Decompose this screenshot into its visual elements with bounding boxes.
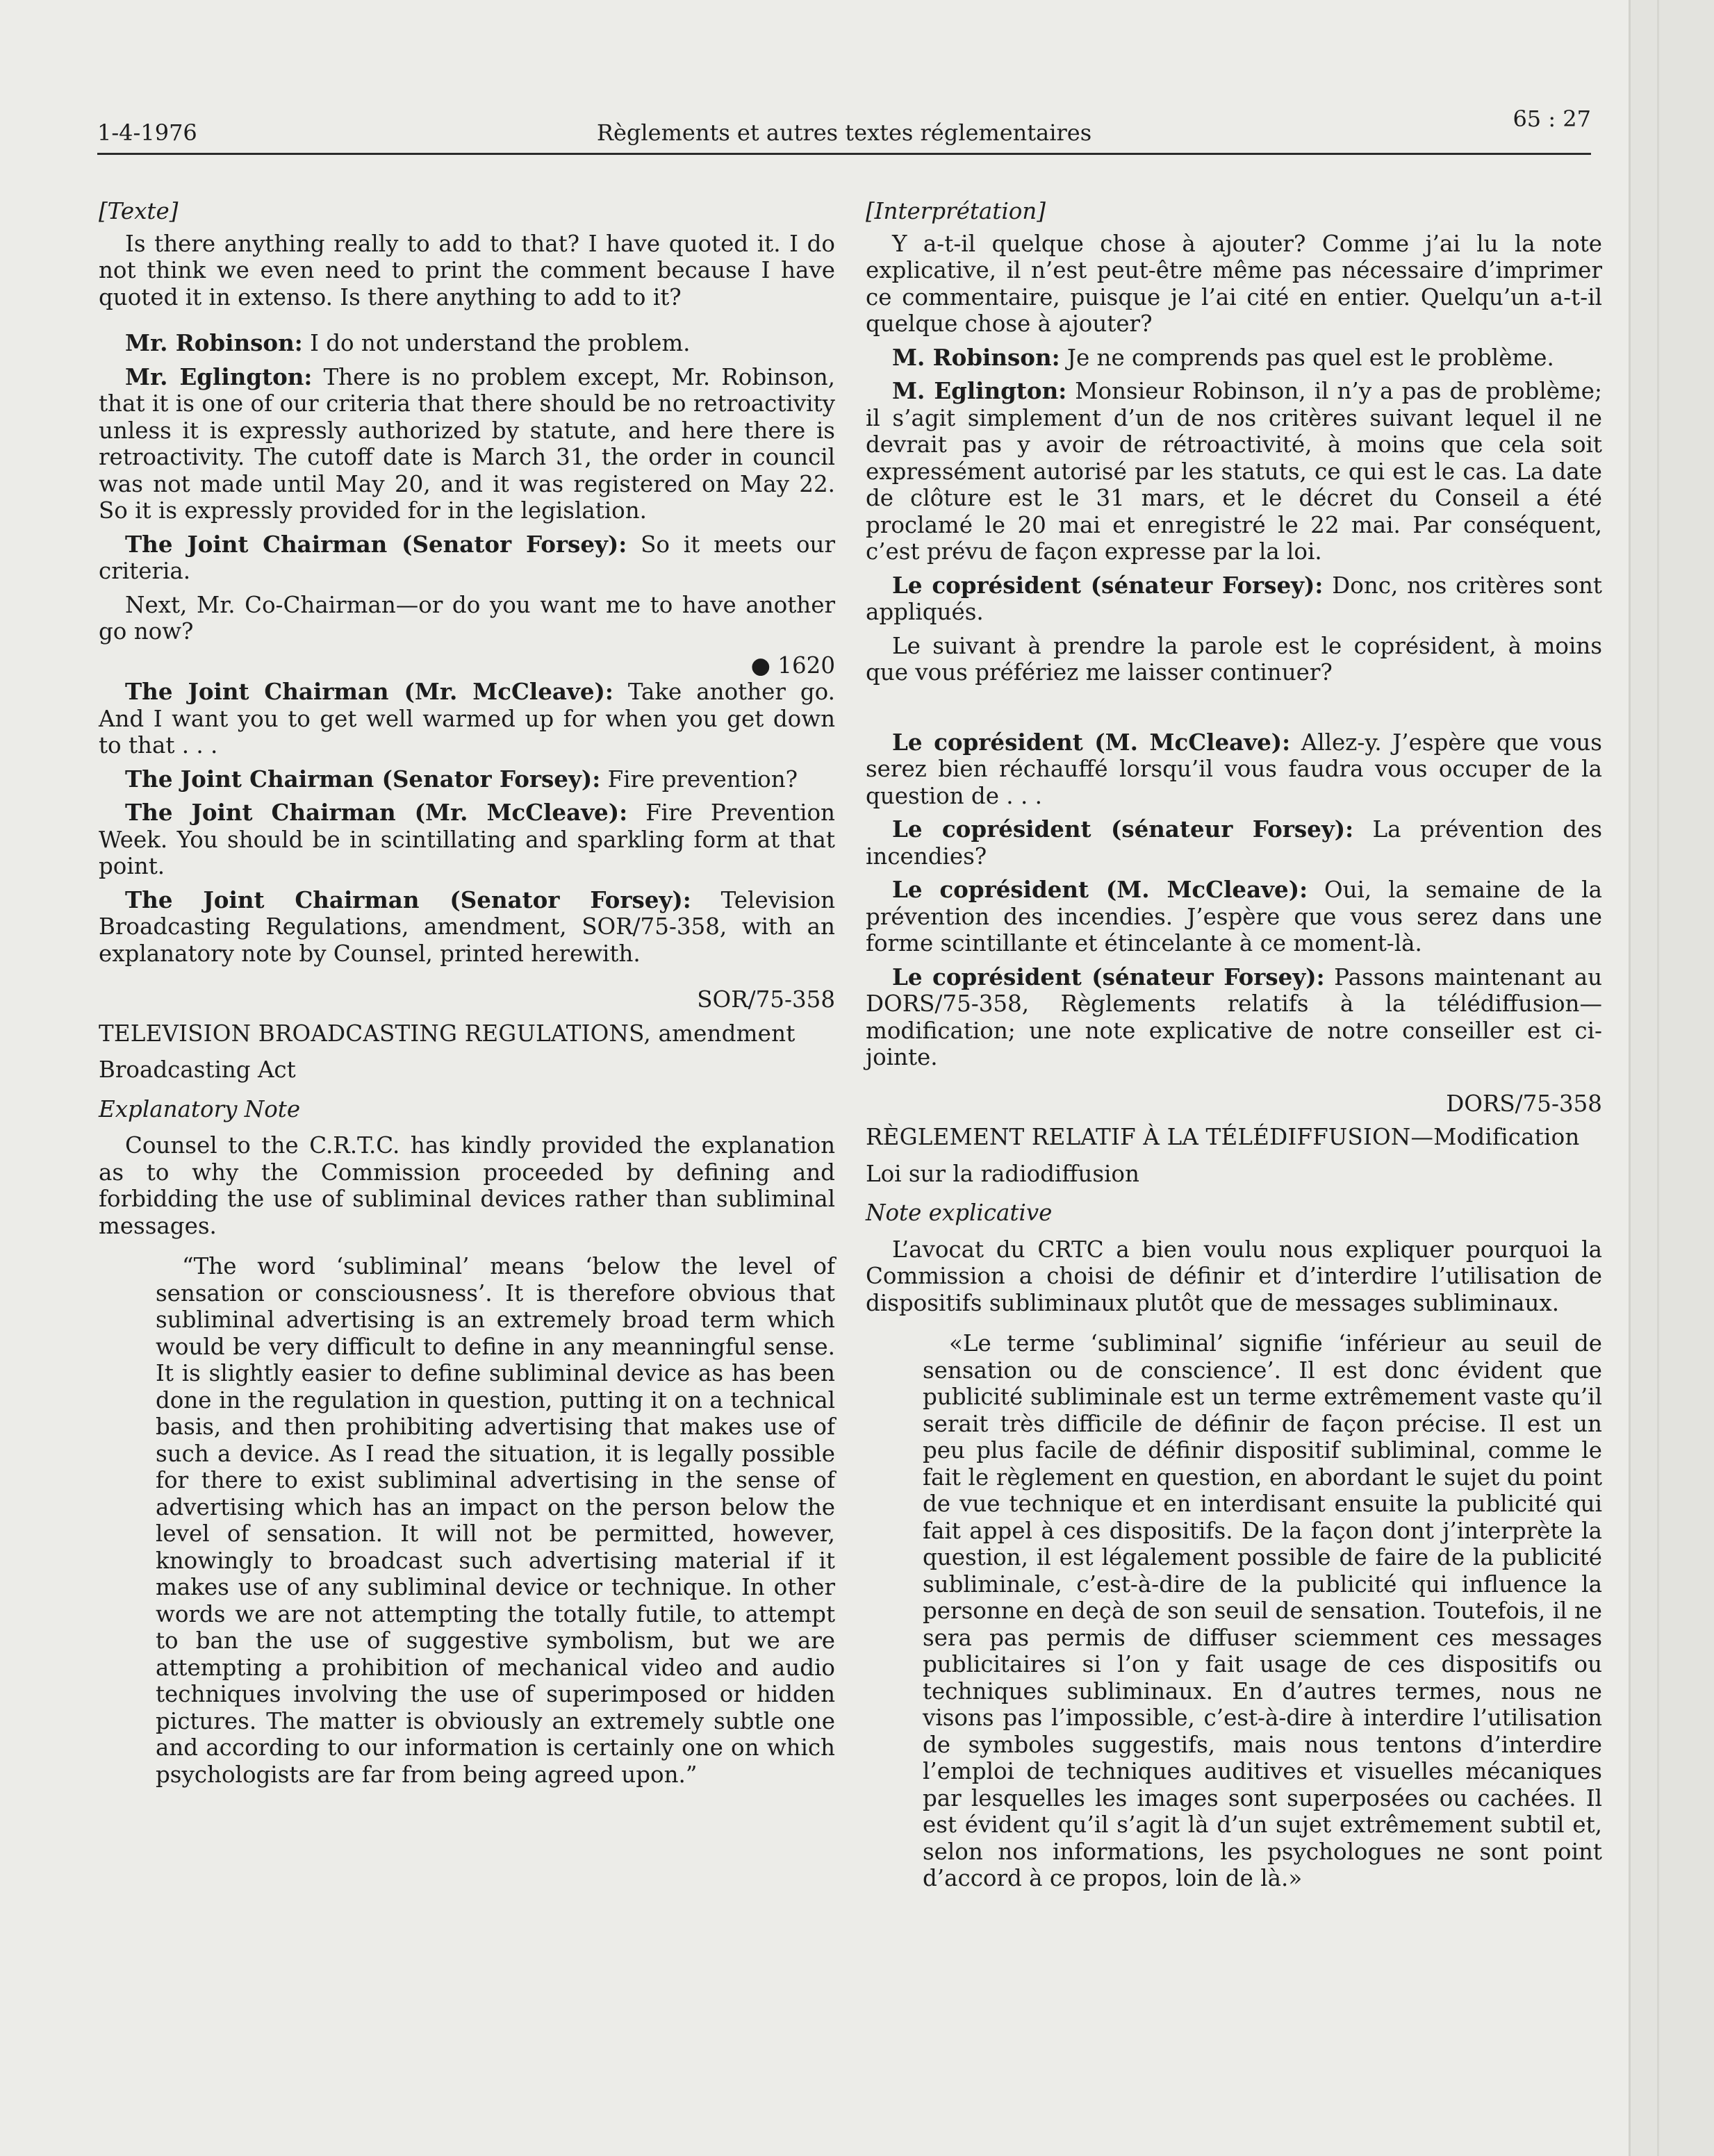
speaker: Mr. Robinson:	[125, 329, 303, 356]
speaker: The Joint Chairman (Senator Forsey):	[125, 886, 691, 913]
speech-text: Allez-y. J’espère que vous serez bien réchauffé lorsqu’il vous faudra vous occuper de la question de . . .	[866, 729, 1602, 809]
speaker: Le coprésident (M. McCleave):	[892, 728, 1291, 756]
speech	[866, 345, 1602, 372]
speech	[866, 964, 1602, 1071]
speech	[866, 572, 1602, 626]
speaker: The Joint Chairman (Mr. McCleave):	[125, 799, 628, 826]
adjacent-page-edge	[1629, 0, 1714, 2156]
speech	[99, 364, 835, 524]
speech	[866, 378, 1602, 565]
speaker: M. Robinson:	[892, 343, 1060, 371]
header-date: 1-4-1976	[97, 119, 197, 146]
speech-text: Take another go. And I want you to get well warmed up for when you get down to that . . .	[99, 679, 835, 758]
speaker: The Joint Chairman (Senator Forsey):	[125, 765, 601, 793]
speech	[99, 679, 835, 759]
note-text: Counsel to the C.R.T.C. has kindly provided the explanation as to why the Commission proceeded by defining and forbidding the use of subliminal devices rather than subliminal messages.	[99, 1132, 835, 1239]
time-marker: ● 1620	[750, 652, 835, 679]
language-tag: [Interprétation]	[866, 198, 1046, 224]
speaker: M. Eglington:	[892, 377, 1067, 404]
speech-text: Fire prevention?	[600, 765, 798, 793]
speech	[866, 816, 1602, 870]
sor-number: SOR/75-358	[697, 986, 835, 1013]
note-text: L’avocat du CRTC a bien voulu nous expliquer pourquoi la Commission a choisi de définir et d’interdire l’utilisation de dispositifs subliminaux plutôt que de messages subliminaux.	[866, 1236, 1602, 1316]
english-column	[99, 198, 835, 1795]
speaker: The Joint Chairman (Mr. McCleave):	[125, 678, 613, 705]
speech-text: La prévention des incendies?	[866, 816, 1602, 870]
paragraph: Y a-t-il quelque chose à ajouter? Comme j’ai lu la note explicative, il n’est peut-être même pas nécessaire d’imprimer ce commentaire, puisque je l’ai cité en entier. Quelqu’un a-t-il quelque chose à ajouter?	[866, 230, 1602, 337]
speech-text: Oui, la semaine de la prévention des incendies. J’espère que vous serez dans une forme scintillante et étincelante à ce moment-là.	[866, 877, 1602, 956]
speech	[866, 877, 1602, 957]
french-column	[866, 198, 1602, 1899]
speech	[99, 799, 835, 880]
speech-text: Passons maintenant au DORS/75-358, Règlements relatifs à la télédiffusion—modification; une note explicative de notre conseiller est ci-jointe.	[866, 963, 1603, 1070]
speaker: Le coprésident (sénateur Forsey):	[892, 571, 1324, 599]
note-label: Explanatory Note	[99, 1095, 301, 1122]
language-tag: [Texte]	[99, 198, 179, 224]
block-quote: “The word ‘subliminal’ means ‘below the level of sensation or consciousness’. It is therefore obvious that subliminal advertising is an extremely broad term which would be very difficult to define in any meanningful sense. It is slightly easier to define subliminal device as has been done in the regulation in question, putting it on a technical basis, and then prohibiting advertising that makes use of such a device. As I read the situation, it is legally possible for there to exist subliminal advertising in the sense of advertising which has an impact on the person below the level of sensation. It will not be permitted, however, knowingly to broadcast such advertising material if it makes use of any subliminal device or technique. In other words we are not attempting the totally futile, to attempt to ban the use of suggestive symbolism, but we are attempting a prohibition of mechanical video and audio techniques involving the use of superimposed or hidden pictures. The matter is obviously an extremely subtle one and according to our information is certainly one on which psychologists are far from being agreed upon.”	[156, 1253, 835, 1788]
speaker: Le coprésident (sénateur Forsey):	[892, 815, 1354, 843]
speech-text: I do not understand the problem.	[302, 330, 691, 356]
paragraph: Next, Mr. Co-Chairman—or do you want me to have another go now?	[99, 591, 835, 645]
speech-text: There is no problem except, Mr. Robinson, that it is one of our criteria that there should be no retroactivity unless it is expressly authorized by statute, and here there is retroactivity. The cutoff date is March 31, the order in council was not made until May 20, and it was registered on May 22. So it is expressly provided for in the legislation.	[99, 363, 835, 524]
page-header	[97, 104, 1591, 155]
speaker: Le coprésident (M. McCleave):	[892, 876, 1308, 903]
paragraph: Le suivant à prendre la parole est le coprésident, à moins que vous préfériez me laisser continuer?	[866, 632, 1602, 686]
paragraph: Is there anything really to add to that? I have quoted it. I do not think we even need to print the comment because I have quoted it in extenso. Is there anything to add to it?	[99, 230, 835, 310]
speech-text: Television Broadcasting Regulations, amendment, SOR/75-358, with an explanatory note by Counsel, printed herewith.	[99, 886, 836, 967]
regulation-title: TELEVISION BROADCASTING REGULATIONS, amendment	[99, 1020, 796, 1047]
page-number: 65 : 27	[1513, 106, 1591, 132]
speaker: Mr. Eglington:	[125, 363, 313, 390]
act-name: Loi sur la radiodiffusion	[866, 1160, 1139, 1187]
sor-number: DORS/75-358	[1446, 1090, 1602, 1117]
speech-text: Donc, nos critères sont appliqués.	[866, 572, 1602, 625]
speech-text: So it meets our criteria.	[99, 531, 836, 584]
speaker: Le coprésident (sénateur Forsey):	[892, 963, 1325, 990]
block-quote: «Le terme ‘subliminal’ signifie ‘inférieur au seuil de sensation ou de conscience’. Il est donc évident que publicité subliminale est un terme extrêmement vaste qu’il serait très difficile de définir de façon précise. Il est un peu plus facile de définir dispositif subliminal, comme le fait le règlement en question, en abordant le sujet du point de vue technique et en interdisant ensuite la publicité qui fait appel à ces dispositifs. De la façon dont j’interprète la question, il est légalement possible de faire de la publicité subliminale, c’est-à-dire de la publicité qui influence la personne en deçà de son seuil de sensation. Toutefois, il ne sera pas permis de diffuser sciemment ces messages publicitaires si l’on y fait usage de ces dispositifs ou techniques subliminaux. En d’autres termes, nous ne visons pas l’impossible, c’est-à-dire à interdire l’utilisation de symboles suggestifs, mais nous tentons d’interdire l’emploi de techniques auditives et visuelles mécaniques par lesquelles les images sont superposées ou cachées. Il est évident qu’il s’agit là d’un sujet extrêmement subtil et, selon nos informations, les psychologues ne sont point d’accord à ce propos, loin de là.»	[923, 1330, 1602, 1891]
act-name: Broadcasting Act	[99, 1056, 296, 1083]
speech	[99, 330, 835, 357]
speech	[99, 887, 835, 968]
speech	[99, 531, 835, 585]
speaker: The Joint Chairman (Senator Forsey):	[125, 530, 627, 558]
header-title: Règlements et autres textes réglementaires	[596, 119, 1092, 146]
speech	[866, 729, 1602, 810]
speech-text: Monsieur Robinson, il n’y a pas de problème; il s’agit simplement d’un de nos critères suivant lequel il ne devrait pas y avoir de rétroactivité, à moins que cela soit expressément autorisé par les statuts, ce qui est le cas. La date de clôture est le 31 mars, et le décret du Conseil a été proclamé le 20 mai et enregistré le 22 mai. Par conséquent, c’est prévu de façon expresse par la loi.	[866, 378, 1602, 565]
speech-text: Je ne comprends pas quel est le problème.	[1060, 344, 1554, 371]
speech	[99, 766, 835, 793]
speech-text: Fire Prevention Week. You should be in scintillating and sparkling form at that point.	[99, 799, 835, 879]
note-label: Note explicative	[866, 1200, 1053, 1226]
regulation-title: RÈGLEMENT RELATIF À LA TÉLÉDIFFUSION—Modification	[866, 1124, 1580, 1150]
